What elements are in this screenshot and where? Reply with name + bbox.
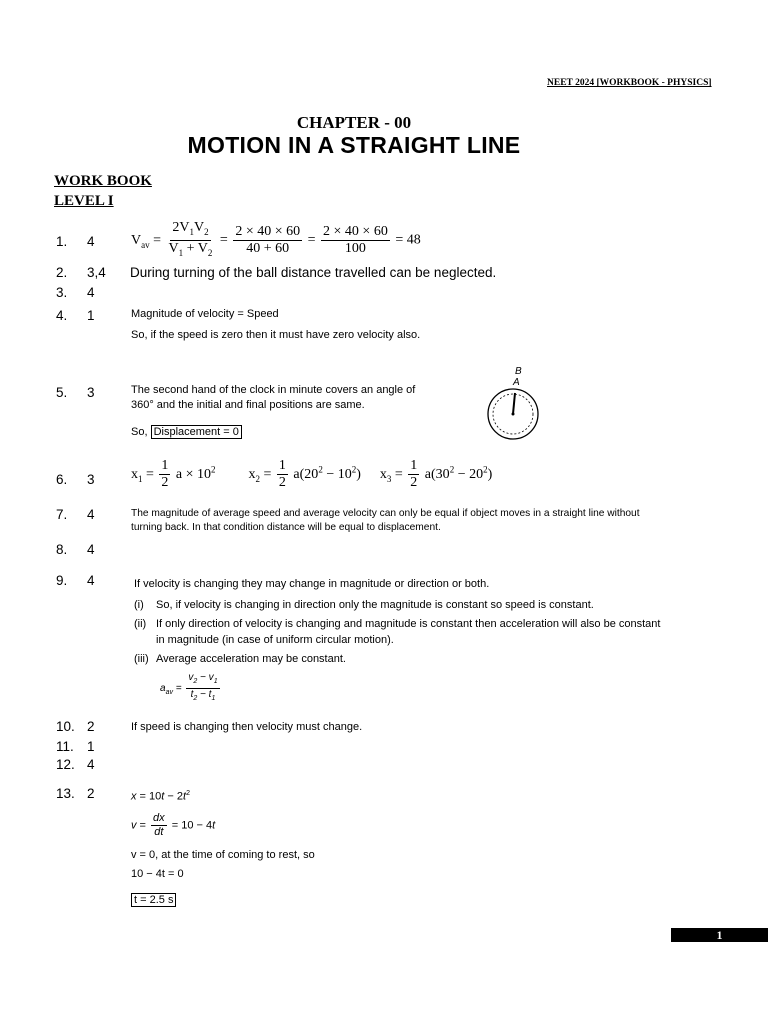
q9-formula: $a_{av}$ = $\frac{v_2 - v_1}{t_2 - t_1}$ [160,672,218,702]
q5-so [131,424,242,440]
q9-item-i [134,597,594,613]
q10-number: 10. [56,719,75,734]
section-level: LEVEL I [54,193,114,209]
q12-number: 12. [56,757,75,772]
q6-formula: $x_1$ = $\frac{1}{2}$ $a \times 10^2$ $x_2$ = $\frac{1}{2}$ $a(20^2 - 10^2) x_3$ = $\frac{1}{2}$ $a(30^2 - 20^2)$ [131,458,493,490]
q13-boxed-result: t = 2.5 s [131,893,176,907]
q10-answer: 2 [87,719,95,734]
q5-so-label: So, [131,426,148,438]
q9-item-iii [134,651,346,667]
q1-formula: $V_{av}$ = $\frac{2V_1V_2}{V_1 + V_2}$ = $\frac{2 \times 40 \times 60}{40 + 60}$ = $\frac{2 \times 40 \times 60}{100}$ = 48 [131,220,421,258]
q8-number: 8. [56,542,68,557]
q11-number: 11. [56,739,74,754]
q13-line4: 10 − 4t = 0 [131,868,184,880]
q13-result [131,892,176,908]
q10-text: If speed is changing then velocity must change. [131,721,363,733]
q9-item-ii-text: If only direction of velocity is changing and magnitude is constant then acceleration will also be constant [156,618,661,630]
clock-label-a: A [513,377,520,388]
q4-line1: Magnitude of velocity = Speed [131,308,279,320]
q7-number: 7. [56,507,68,522]
q13-number: 13. [56,786,75,801]
q5-number: 5. [56,385,68,400]
q3-answer: 4 [87,285,95,300]
q5-line2: 360° and the initial and final positions are same. [131,399,365,411]
q4-answer: 1 [87,308,95,323]
q13-answer: 2 [87,786,95,801]
q9-item-ii-label: (ii) [134,618,147,630]
q1-answer: 4 [87,234,95,249]
q13-line3: v = 0, at the time of coming to rest, so [131,849,315,861]
page-title: MOTION IN A STRAIGHT LINE [187,132,521,158]
q8-answer: 4 [87,542,95,557]
q7-line2: turning back. In that condition distance will be equal to displacement. [131,522,441,533]
q4-line2: So, if the speed is zero then it must have zero velocity also. [131,329,421,341]
q11-answer: 1 [87,739,95,754]
q5-boxed-result: Displacement = 0 [151,425,242,439]
q9-item-i-label: (i) [134,599,144,611]
q7-answer: 4 [87,507,95,522]
q9-number: 9. [56,573,68,588]
q13-line1: $x = 10t - 2t^2$ [131,790,190,803]
clock-diagram [484,365,544,445]
q13-line2: v = $\frac{dx}{dt}$ = 10 − 4t [131,812,216,838]
q7-line1: The magnitude of average speed and average velocity can only be equal if object moves in a straight line without [131,508,640,519]
q4-number: 4. [56,308,68,323]
q5-line1: The second hand of the clock in minute covers an angle of [131,384,416,396]
clock-icon [484,387,540,441]
q9-intro: If velocity is changing they may change in magnitude or direction or both. [134,578,490,590]
q9-item-iii-text: Average acceleration may be constant. [156,653,346,665]
q2-text: During turning of the ball distance travelled can be neglected. [130,265,497,280]
q9-item-ii [134,616,660,648]
q9-item-i-text: So, if velocity is changing in direction only the magnitude is constant so speed is constant. [156,599,594,611]
q9-answer: 4 [87,573,95,588]
q12-answer: 4 [87,757,95,772]
q6-number: 6. [56,472,68,487]
q9-item-ii-text2: in magnitude (in case of uniform circular motion). [156,634,394,646]
q2-number: 2. [56,265,68,280]
q3-number: 3. [56,285,68,300]
section-workbook: WORK BOOK [54,173,152,189]
q1-number: 1. [56,234,68,249]
chapter-label: CHAPTER - 00 [296,113,412,132]
header-tag: NEET 2024 [WORKBOOK - PHYSICS] [547,78,712,88]
q2-answer: 3,4 [87,265,106,280]
page-number: 1 [671,928,768,942]
q5-answer: 3 [87,385,95,400]
q9-item-iii-label: (iii) [134,653,149,665]
clock-label-b: B [515,366,522,377]
q6-answer: 3 [87,472,95,487]
